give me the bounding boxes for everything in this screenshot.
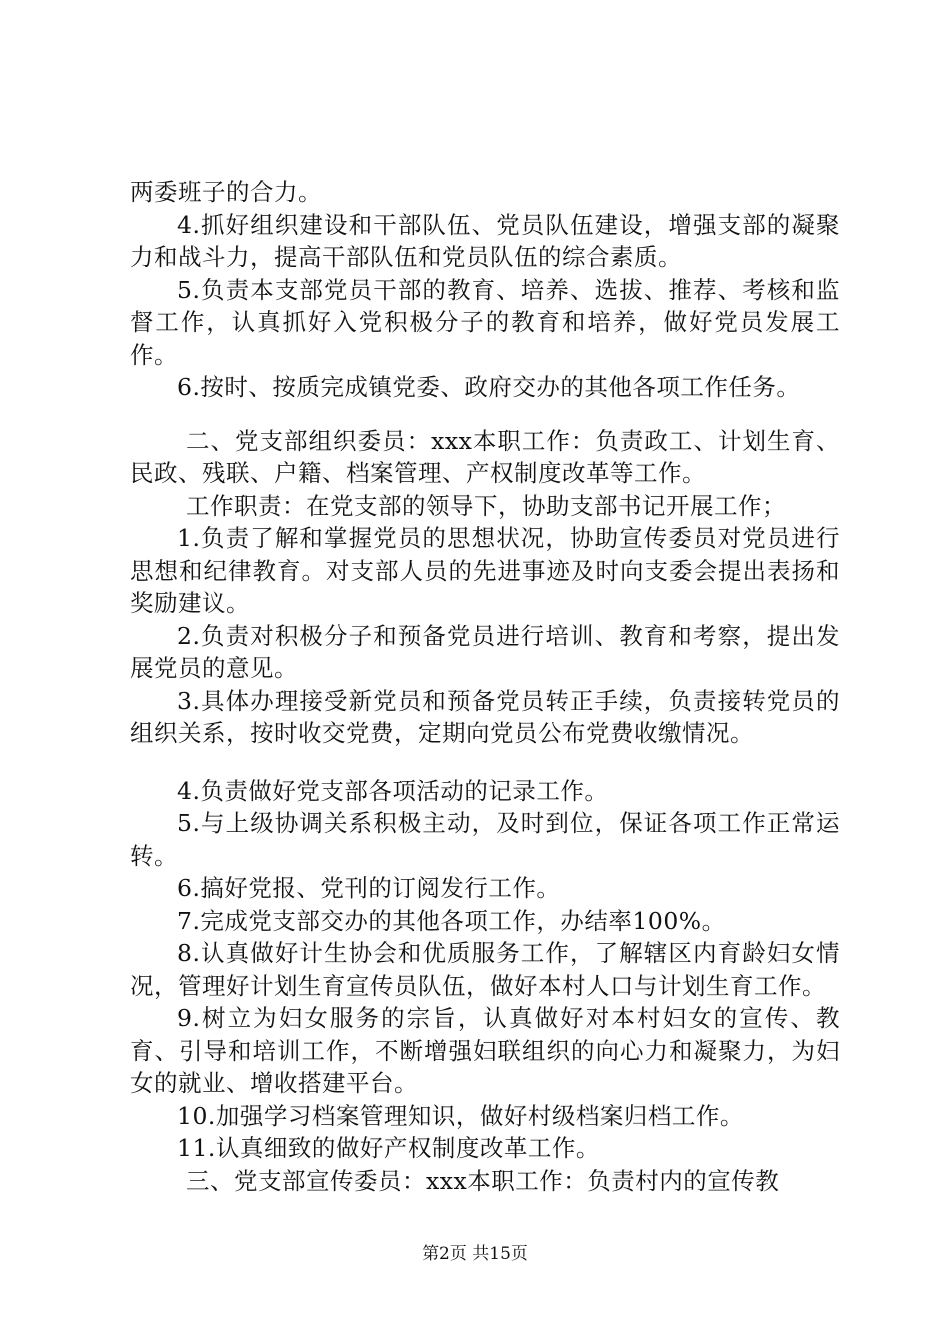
- paragraph-duties-intro: 工作职责：在党支部的领导下，协助支部书记开展工作；: [186, 491, 786, 520]
- paragraph-duty-4: 4.负责做好党支部各项活动的记录工作。: [177, 776, 609, 805]
- section-heading-propaganda-member: 三、党支部宣传委员：xxx本职工作：负责村内的宣传教: [186, 1166, 780, 1195]
- paragraph-duty-5: 5.与上级协调关系积极主动，及时到位，保证各项工作正常运转。: [130, 809, 840, 870]
- paragraph-item-4: 4.抓好组织建设和干部队伍、党员队伍建设，增强支部的凝聚力和战斗力，提高干部队伍和党员队伍的综合素质。: [130, 210, 840, 271]
- paragraph-duty-1: 1.负责了解和掌握党员的思想状况，协助宣传委员对党员进行思想和纪律教育。对支部人员的先进事迹及时向支委会提出表扬和奖励建议。: [130, 524, 840, 617]
- paragraph-duty-3: 3.具体办理接受新党员和预备党员转正手续，负责接转党员的组织关系，按时收交党费，定期向党员公布党费收缴情况。: [130, 686, 840, 747]
- paragraph-duty-6: 6.搞好党报、党刊的订阅发行工作。: [177, 874, 561, 902]
- paragraph-duty-2: 2.负责对积极分子和预备党员进行培训、教育和考察，提出发展党员的意见。: [130, 621, 840, 682]
- paragraph-duty-11: 11.认真细致的做好产权制度改革工作。: [177, 1134, 600, 1162]
- paragraph-item-6: 6.按时、按质完成镇党委、政府交办的其他各项工作任务。: [177, 373, 801, 401]
- page-number-footer: 第2页 共15页: [422, 1244, 528, 1264]
- paragraph-duty-9: 9.树立为妇女服务的宗旨，认真做好对本村妇女的宣传、教育、引导和培训工作，不断增强妇联组织的向心力和凝聚力，为妇女的就业、增收搭建平台。: [130, 1004, 840, 1097]
- section-heading-organization-member: 二、党支部组织委员：xxx本职工作：负责政工、计划生育、民政、残联、户籍、档案管理、产权制度改革等工作。: [130, 426, 840, 487]
- paragraph-duty-7: 7.完成党支部交办的其他各项工作，办结率100%。: [177, 906, 726, 935]
- paragraph-item-5: 5.负责本支部党员干部的教育、培养、选拔、推荐、考核和监督工作，认真抓好入党积极分子的教育和培养，做好党员发展工作。: [130, 275, 840, 369]
- paragraph-duty-10: 10.加强学习档案管理知识，做好村级档案归档工作。: [177, 1101, 744, 1130]
- document-body: [130, 176, 840, 1197]
- paragraph-continuation: 两委班子的合力。: [130, 178, 322, 206]
- paragraph-duty-8: 8.认真做好计生协会和优质服务工作，了解辖区内育龄妇女情况，管理好计划生育宣传员队伍，做好本村人口与计划生育工作。: [130, 939, 840, 1000]
